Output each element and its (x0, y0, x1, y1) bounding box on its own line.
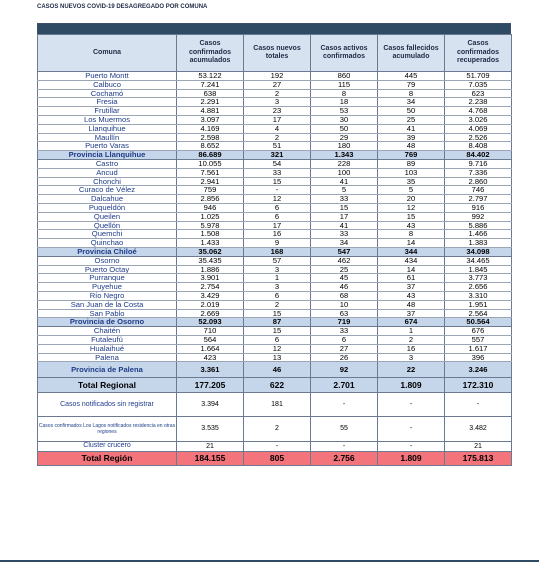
value-cell: 2.756 (311, 451, 378, 465)
value-cell: 55 (311, 417, 378, 442)
value-cell: 623 (445, 89, 512, 98)
table-row (38, 124, 512, 133)
value-cell: 1.809 (378, 451, 445, 465)
table-row (38, 300, 512, 309)
value-cell: 434 (378, 256, 445, 265)
comuna-cell: Puqueldón (38, 203, 177, 212)
value-cell: 15 (244, 309, 311, 318)
value-cell: 63 (311, 309, 378, 318)
comuna-cell: Curaco de Vélez (38, 186, 177, 195)
value-cell: 15 (244, 327, 311, 336)
extra-row (38, 442, 512, 452)
value-cell: 344 (378, 247, 445, 256)
value-cell: 2.856 (177, 195, 244, 204)
comuna-cell: Fresia (38, 98, 177, 107)
comuna-cell: Osorno (38, 256, 177, 265)
comuna-cell: Dalcahue (38, 195, 177, 204)
province-total-row (38, 151, 512, 160)
value-cell: 50.564 (445, 318, 512, 327)
value-cell: 2.238 (445, 98, 512, 107)
comuna-cell: Provincia de Palena (38, 362, 177, 378)
comuna-cell: Ancud (38, 168, 177, 177)
value-cell: 759 (177, 186, 244, 195)
comuna-cell: Purranque (38, 274, 177, 283)
comuna-cell: Total Región (38, 451, 177, 465)
comuna-cell: Futaleufú (38, 335, 177, 344)
value-cell: 10 (311, 300, 378, 309)
comuna-cell: Provincia de Osorno (38, 318, 177, 327)
value-cell: 769 (378, 151, 445, 160)
value-cell: 17 (311, 212, 378, 221)
value-cell: 41 (311, 221, 378, 230)
value-cell: 17 (244, 221, 311, 230)
value-cell: 33 (311, 195, 378, 204)
table-row (38, 256, 512, 265)
value-cell: 1 (378, 327, 445, 336)
value-cell: 46 (244, 362, 311, 378)
value-cell: 9 (244, 239, 311, 248)
table-row (38, 107, 512, 116)
value-cell: 746 (445, 186, 512, 195)
value-cell: 2.941 (177, 177, 244, 186)
comuna-cell: Casos notificados sin registrar (38, 393, 177, 417)
value-cell: 48 (378, 300, 445, 309)
col-header-confirmados: Casos confirmados acumulados (177, 35, 244, 72)
value-cell: 68 (311, 291, 378, 300)
value-cell: 4.069 (445, 124, 512, 133)
value-cell: 34 (378, 98, 445, 107)
value-cell: 16 (244, 230, 311, 239)
comuna-cell: Puerto Octay (38, 265, 177, 274)
comuna-cell: San Juan de la Costa (38, 300, 177, 309)
value-cell: 3.394 (177, 393, 244, 417)
total-regional-row (38, 378, 512, 393)
value-cell: 175.813 (445, 451, 512, 465)
value-cell: 41 (311, 177, 378, 186)
value-cell: 676 (445, 327, 512, 336)
comuna-cell: Provincia Llanquihue (38, 151, 177, 160)
value-cell: 4.169 (177, 124, 244, 133)
comuna-cell: Llanquihue (38, 124, 177, 133)
table-row (38, 274, 512, 283)
value-cell: 43 (378, 221, 445, 230)
value-cell: 26 (311, 353, 378, 362)
table-row (38, 221, 512, 230)
value-cell: 21 (177, 442, 244, 452)
value-cell: 50 (311, 124, 378, 133)
value-cell: 34.465 (445, 256, 512, 265)
comuna-cell: Chaitén (38, 327, 177, 336)
value-cell: 1 (244, 274, 311, 283)
value-cell: 89 (378, 159, 445, 168)
value-cell: 52.093 (177, 318, 244, 327)
comuna-cell: Total Regional (38, 378, 177, 393)
comuna-cell: Hualaihué (38, 344, 177, 353)
value-cell: 1.383 (445, 239, 512, 248)
comuna-cell: Calbuco (38, 80, 177, 89)
value-cell: 674 (378, 318, 445, 327)
header-row (38, 35, 512, 72)
value-cell: 37 (378, 283, 445, 292)
value-cell: 3.482 (445, 417, 512, 442)
value-cell: 5.886 (445, 221, 512, 230)
value-cell: 180 (311, 142, 378, 151)
province-total-row (38, 362, 512, 378)
comuna-cell: San Pablo (38, 309, 177, 318)
comuna-cell: Chonchi (38, 177, 177, 186)
table-row (38, 265, 512, 274)
value-cell: 57 (244, 256, 311, 265)
value-cell: 12 (244, 344, 311, 353)
value-cell: 14 (378, 265, 445, 274)
value-cell: 12 (244, 195, 311, 204)
value-cell: 115 (311, 80, 378, 89)
value-cell: 2 (244, 133, 311, 142)
value-cell: 2.754 (177, 283, 244, 292)
value-cell: 992 (445, 212, 512, 221)
value-cell: 45 (311, 274, 378, 283)
value-cell: - (244, 442, 311, 452)
col-header-comuna: Comuna (38, 35, 177, 72)
value-cell: 2 (244, 417, 311, 442)
comuna-cell: Quemchi (38, 230, 177, 239)
value-cell: 30 (311, 115, 378, 124)
value-cell: 946 (177, 203, 244, 212)
bottom-divider (0, 560, 539, 562)
comuna-cell: Cochamó (38, 89, 177, 98)
value-cell: 50 (378, 107, 445, 116)
comuna-cell: Quinchao (38, 239, 177, 248)
value-cell: 423 (177, 353, 244, 362)
table-row (38, 72, 512, 81)
comuna-cell: Palena (38, 353, 177, 362)
value-cell: 5.978 (177, 221, 244, 230)
value-cell: 228 (311, 159, 378, 168)
value-cell: 462 (311, 256, 378, 265)
table-row (38, 239, 512, 248)
value-cell: 2.526 (445, 133, 512, 142)
value-cell: 1.845 (445, 265, 512, 274)
value-cell: 1.617 (445, 344, 512, 353)
value-cell: 6 (244, 203, 311, 212)
value-cell: 710 (177, 327, 244, 336)
table-row (38, 98, 512, 107)
value-cell: 6 (244, 291, 311, 300)
value-cell: 3.361 (177, 362, 244, 378)
table-row (38, 133, 512, 142)
comuna-cell: Los Muermos (38, 115, 177, 124)
value-cell: 2 (244, 89, 311, 98)
value-cell: 557 (445, 335, 512, 344)
value-cell: 34.098 (445, 247, 512, 256)
comuna-cell: Queilen (38, 212, 177, 221)
comuna-cell: Provincia Chiloé (38, 247, 177, 256)
value-cell: 27 (311, 344, 378, 353)
value-cell: 46 (311, 283, 378, 292)
value-cell: 2 (378, 335, 445, 344)
value-cell: - (244, 186, 311, 195)
value-cell: 43 (378, 291, 445, 300)
value-cell: 564 (177, 335, 244, 344)
table-row (38, 203, 512, 212)
province-total-row (38, 318, 512, 327)
value-cell: 7.561 (177, 168, 244, 177)
comuna-cell: Puerto Montt (38, 72, 177, 81)
value-cell: 34 (311, 239, 378, 248)
value-cell: 177.205 (177, 378, 244, 393)
comuna-cell: Castro (38, 159, 177, 168)
value-cell: 3.535 (177, 417, 244, 442)
value-cell: 8 (378, 230, 445, 239)
table-row (38, 309, 512, 318)
value-cell: 638 (177, 89, 244, 98)
table-row (38, 230, 512, 239)
value-cell: 3.026 (445, 115, 512, 124)
value-cell: 35 (378, 177, 445, 186)
value-cell: 1.809 (378, 378, 445, 393)
value-cell: 48 (378, 142, 445, 151)
value-cell: 2.564 (445, 309, 512, 318)
value-cell: 916 (445, 203, 512, 212)
value-cell: 35.062 (177, 247, 244, 256)
value-cell: 2.701 (311, 378, 378, 393)
value-cell: 7.336 (445, 168, 512, 177)
comuna-cell: Puerto Varas (38, 142, 177, 151)
value-cell: 15 (378, 212, 445, 221)
value-cell: - (311, 393, 378, 417)
value-cell: 622 (244, 378, 311, 393)
value-cell: 719 (311, 318, 378, 327)
value-cell: 53.122 (177, 72, 244, 81)
value-cell: 2.598 (177, 133, 244, 142)
value-cell: 33 (311, 230, 378, 239)
value-cell: 86.689 (177, 151, 244, 160)
value-cell: 12 (378, 203, 445, 212)
value-cell: 87 (244, 318, 311, 327)
table-row (38, 168, 512, 177)
value-cell: 3 (244, 265, 311, 274)
value-cell: 21 (445, 442, 512, 452)
value-cell: 20 (378, 195, 445, 204)
value-cell: 4 (244, 124, 311, 133)
col-header-fallecidos: Casos fallecidos acumulado (378, 35, 445, 72)
value-cell: 13 (244, 353, 311, 362)
table-row (38, 142, 512, 151)
value-cell: 3.901 (177, 274, 244, 283)
value-cell: 5 (378, 186, 445, 195)
value-cell: 6 (311, 335, 378, 344)
col-header-nuevos: Casos nuevos totales (244, 35, 311, 72)
table-row (38, 89, 512, 98)
covid-table (37, 34, 512, 466)
value-cell: 445 (378, 72, 445, 81)
value-cell: 37 (378, 309, 445, 318)
value-cell: 22 (378, 362, 445, 378)
comuna-cell: Cluster crucero (38, 442, 177, 452)
value-cell: 35.435 (177, 256, 244, 265)
extra-row (38, 393, 512, 417)
value-cell: 2.797 (445, 195, 512, 204)
value-cell: 29 (311, 133, 378, 142)
value-cell: 103 (378, 168, 445, 177)
value-cell: 17 (244, 115, 311, 124)
value-cell: 3.429 (177, 291, 244, 300)
col-header-recuperados: Casos confirmados recuperados (445, 35, 512, 72)
value-cell: 33 (311, 327, 378, 336)
value-cell: 51.709 (445, 72, 512, 81)
value-cell: 16 (378, 344, 445, 353)
value-cell: 3.310 (445, 291, 512, 300)
value-cell: 1.025 (177, 212, 244, 221)
value-cell: 54 (244, 159, 311, 168)
value-cell: - (378, 417, 445, 442)
value-cell: 2.291 (177, 98, 244, 107)
value-cell: 18 (311, 98, 378, 107)
value-cell: 15 (311, 203, 378, 212)
value-cell: 181 (244, 393, 311, 417)
value-cell: 7.241 (177, 80, 244, 89)
value-cell: 41 (378, 124, 445, 133)
value-cell: 396 (445, 353, 512, 362)
value-cell: 321 (244, 151, 311, 160)
value-cell: - (311, 442, 378, 452)
comuna-cell: Puyehue (38, 283, 177, 292)
value-cell: 168 (244, 247, 311, 256)
table-row (38, 177, 512, 186)
value-cell: 79 (378, 80, 445, 89)
table-row (38, 80, 512, 89)
value-cell: 2 (244, 300, 311, 309)
table-row (38, 353, 512, 362)
table-row (38, 335, 512, 344)
value-cell: 2.860 (445, 177, 512, 186)
comuna-cell: Maullín (38, 133, 177, 142)
value-cell: 9.716 (445, 159, 512, 168)
value-cell: - (378, 393, 445, 417)
table-row (38, 186, 512, 195)
page-title: CASOS NUEVOS COVID-19 DESAGREGADO POR COMUNA (37, 4, 208, 10)
value-cell: 15 (244, 177, 311, 186)
comuna-cell: Quellón (38, 221, 177, 230)
table-body (38, 72, 512, 466)
comuna-cell: Río Negro (38, 291, 177, 300)
value-cell: 3.773 (445, 274, 512, 283)
value-cell: 1.664 (177, 344, 244, 353)
value-cell: - (445, 393, 512, 417)
value-cell: 805 (244, 451, 311, 465)
value-cell: 3.246 (445, 362, 512, 378)
table-row (38, 283, 512, 292)
value-cell: 1.951 (445, 300, 512, 309)
value-cell: 8 (378, 89, 445, 98)
value-cell: 8.652 (177, 142, 244, 151)
value-cell: 61 (378, 274, 445, 283)
table-row (38, 291, 512, 300)
value-cell: 2.656 (445, 283, 512, 292)
value-cell: 3 (244, 283, 311, 292)
value-cell: 1.433 (177, 239, 244, 248)
value-cell: 51 (244, 142, 311, 151)
value-cell: 547 (311, 247, 378, 256)
value-cell: 33 (244, 168, 311, 177)
value-cell: 2.019 (177, 300, 244, 309)
covid-table-container (37, 23, 511, 466)
value-cell: 25 (378, 115, 445, 124)
comuna-cell: Frutillar (38, 107, 177, 116)
table-row (38, 159, 512, 168)
value-cell: 6 (244, 212, 311, 221)
table-row (38, 195, 512, 204)
extra-row (38, 417, 512, 442)
value-cell: 10.055 (177, 159, 244, 168)
total-region-row (38, 451, 512, 465)
value-cell: 39 (378, 133, 445, 142)
value-cell: 1.886 (177, 265, 244, 274)
value-cell: 7.035 (445, 80, 512, 89)
value-cell: 6 (244, 335, 311, 344)
value-cell: 2.669 (177, 309, 244, 318)
table-row (38, 327, 512, 336)
value-cell: 25 (311, 265, 378, 274)
table-row (38, 115, 512, 124)
value-cell: 184.155 (177, 451, 244, 465)
value-cell: 1.343 (311, 151, 378, 160)
value-cell: 27 (244, 80, 311, 89)
value-cell: 1.508 (177, 230, 244, 239)
value-cell: 3 (244, 98, 311, 107)
province-total-row (38, 247, 512, 256)
value-cell: 1.466 (445, 230, 512, 239)
value-cell: 84.402 (445, 151, 512, 160)
value-cell: 53 (311, 107, 378, 116)
value-cell: 8 (311, 89, 378, 98)
table-row (38, 212, 512, 221)
value-cell: 23 (244, 107, 311, 116)
value-cell: 3.097 (177, 115, 244, 124)
table-row (38, 344, 512, 353)
value-cell: 100 (311, 168, 378, 177)
header-band (37, 23, 511, 34)
value-cell: 5 (311, 186, 378, 195)
value-cell: 192 (244, 72, 311, 81)
value-cell: 92 (311, 362, 378, 378)
value-cell: 8.408 (445, 142, 512, 151)
value-cell: 172.310 (445, 378, 512, 393)
col-header-activos: Casos activos confirmados (311, 35, 378, 72)
comuna-cell: Casos confirmados Los Lagos notificados residencia en otras regiones (38, 417, 177, 442)
value-cell: 860 (311, 72, 378, 81)
value-cell: 14 (378, 239, 445, 248)
value-cell: - (378, 442, 445, 452)
value-cell: 4.881 (177, 107, 244, 116)
value-cell: 4.768 (445, 107, 512, 116)
value-cell: 3 (378, 353, 445, 362)
